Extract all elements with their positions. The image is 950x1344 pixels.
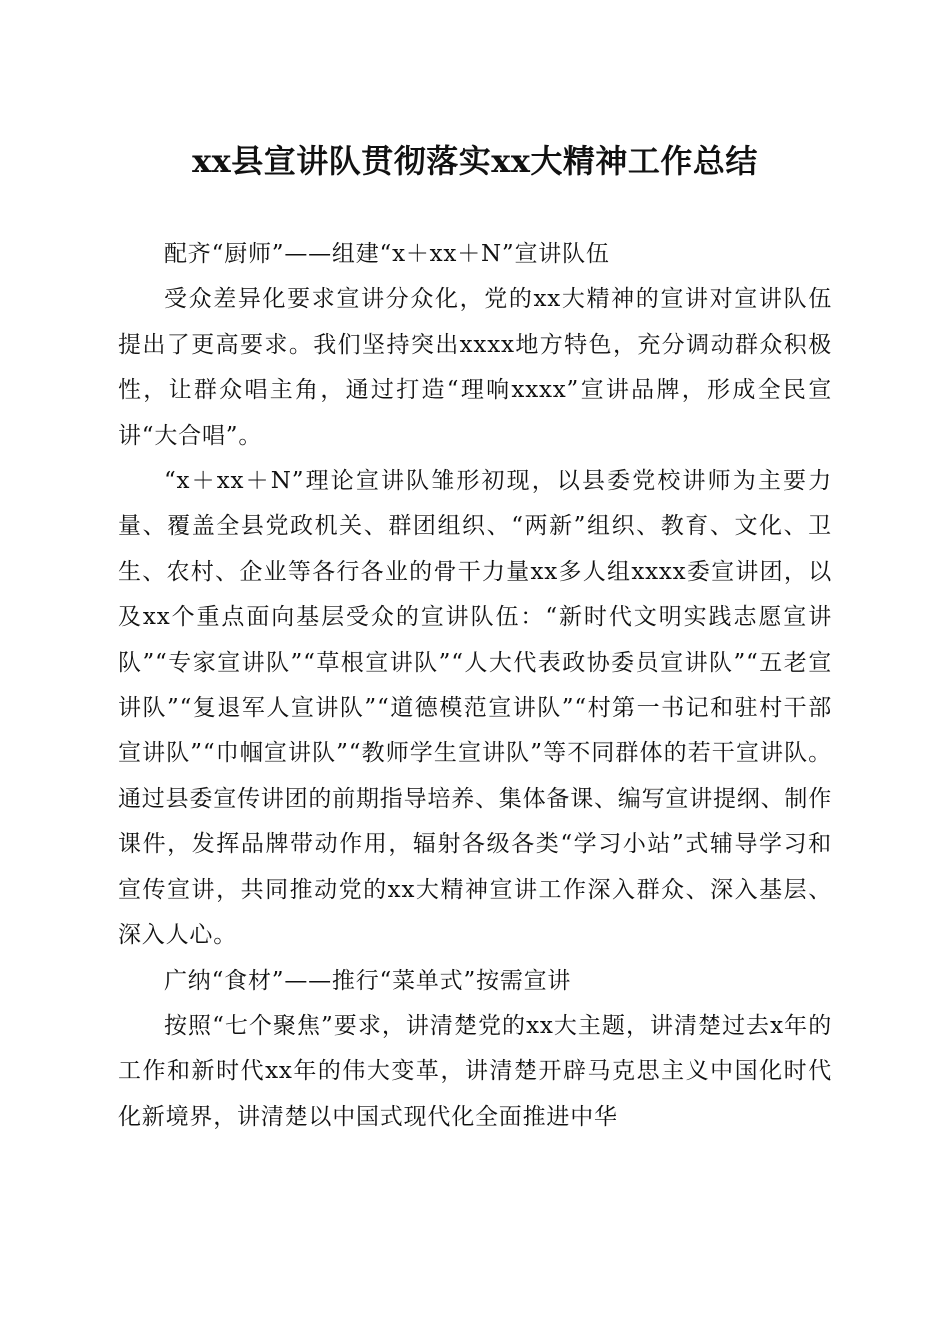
section-heading-2: 广纳“食材”——推行“菜单式”按需宣讲 <box>164 967 572 994</box>
paragraph-1: 受众差异化要求宣讲分众化，党的xx大精神的宣讲对宣讲队伍提出了更高要求。我们坚持突出xxxx地方特色，充分调动群众积极性，让群众唱主角，通过打造“理响xxxx”宣讲品牌，形成全民宣讲“大合唱”。 <box>118 286 832 449</box>
document-body <box>118 232 832 1140</box>
section-heading-1: 配齐“厨师”——组建“x＋xx＋N”宣讲队伍 <box>164 241 610 267</box>
paragraph-2: “x＋xx＋N”理论宣讲队雏形初现，以县委党校讲师为主要力量、覆盖全县党政机关、群团组织、“两新”组织、教育、文化、卫生、农村、企业等各行各业的骨干力量xx多人组xxxx委宣讲团，以及xx个重点面向基层受众的宣讲队伍：“新时代文明实践志愿宣讲队”“专家宣讲队”“草根宣讲队”“人大代表政协委员宣讲队”“五老宣讲队”“复退军人宣讲队”“道德模范宣讲队”“村第一书记和驻村干部宣讲队”“巾帼宣讲队”“教师学生宣讲队”等不同群体的若干宣讲队。通过县委宣传讲团的前期指导培养、集体备课、编写宣讲提纲、制作课件，发挥品牌带动作用，辐射各级各类“学习小站”式辅导学习和宣传宣讲，共同推动党的xx大精神宣讲工作深入群众、深入基层、深入人心。 <box>118 468 832 949</box>
paragraph-3: 按照“七个聚焦”要求，讲清楚党的xx大主题，讲清楚过去x年的工作和新时代xx年的伟大变革，讲清楚开辟马克思主义中国化时代化新境界，讲清楚以中国式现代化全面推进中华 <box>118 1012 832 1130</box>
document-title: xx县宣讲队贯彻落实xx大精神工作总结 <box>192 142 758 180</box>
